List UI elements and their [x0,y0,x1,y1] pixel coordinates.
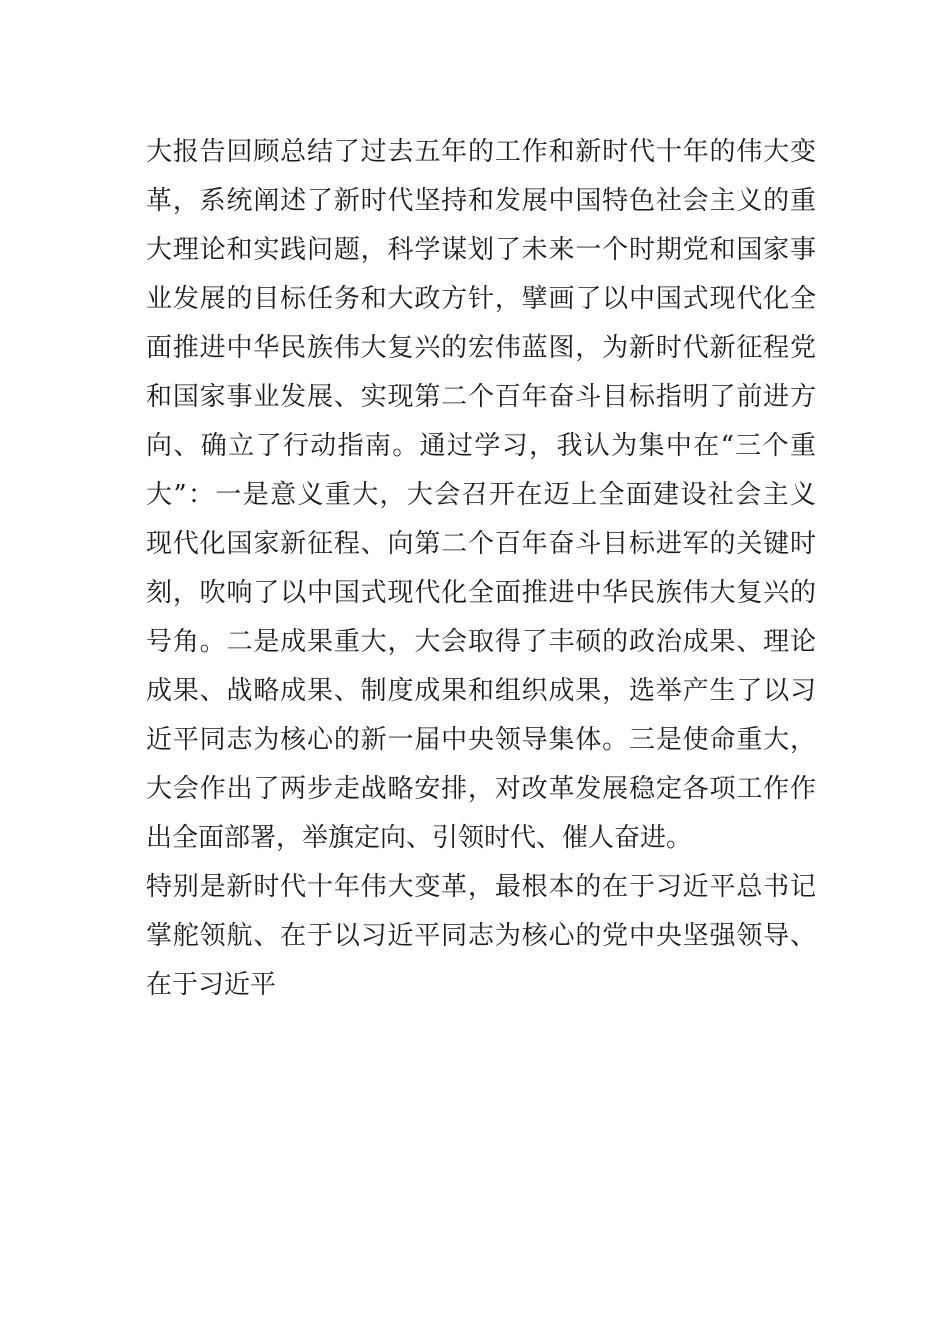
text-line: 向、确立了行动指南。通过学习，我认为集中在“三个重 [146,431,816,461]
text-line: 特别是新时代十年伟大变革，最根本的在于习近平总书记 [146,872,816,902]
body-text [146,128,816,1010]
text-line: 号角。二是成果重大，大会取得了丰硕的政治成果、理论 [146,627,816,657]
text-line: 现代化国家新征程、向第二个百年奋斗目标进军的关键时 [146,529,816,559]
text-line: 革，系统阐述了新时代坚持和发展中国特色社会主义的重 [146,186,816,216]
text-line: 出全面部署，举旗定向、引领时代、催人奋进。 [146,823,693,853]
text-line: 大”：一是意义重大，大会召开在迈上全面建设社会主义 [146,480,816,510]
text-line: 成果、战略成果、制度成果和组织成果，选举产生了以习 [146,676,816,706]
text-line: 刻，吹响了以中国式现代化全面推进中华民族伟大复兴的 [146,578,816,608]
text-line: 大理论和实践问题，科学谋划了未来一个时期党和国家事 [146,235,816,265]
text-line: 掌舵领航、在于以习近平同志为核心的党中央坚强领导、 [146,921,816,951]
text-line: 在于习近平 [146,970,277,1000]
text-line: 业发展的目标任务和大政方针，擘画了以中国式现代化全 [146,284,816,314]
text-line: 大报告回顾总结了过去五年的工作和新时代十年的伟大变 [146,137,816,167]
text-line: 面推进中华民族伟大复兴的宏伟蓝图，为新时代新征程党 [146,333,816,363]
text-line: 近平同志为核心的新一届中央领导集体。三是使命重大， [146,725,816,755]
text-line: 大会作出了两步走战略安排，对改革发展稳定各项工作作 [146,774,816,804]
text-line: 和国家事业发展、实现第二个百年奋斗目标指明了前进方 [146,382,816,412]
